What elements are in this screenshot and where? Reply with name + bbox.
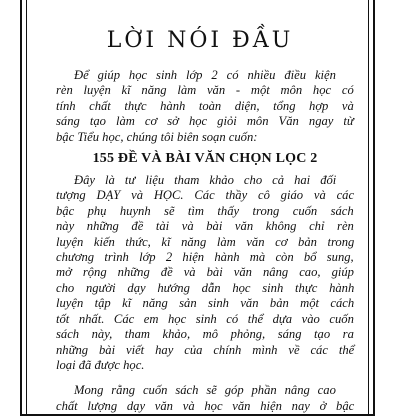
text-line: loại đã được học.	[56, 357, 145, 372]
text-line: rèn luyện kĩ năng làm văn - một môn học có	[56, 83, 354, 98]
text-line: sáng tạo làm cơ sở học giỏi môn Văn ngay từ	[56, 114, 354, 129]
text-line: Để giúp học sinh lớp 2 có nhiều điều kiện	[74, 68, 336, 82]
book-title: 155 ĐỀ VÀ BÀI VĂN CHỌN LỌC 2	[92, 151, 318, 167]
paragraph-gap	[56, 373, 354, 383]
text-line: những bài viết hay của chính mình về các thể	[56, 342, 355, 357]
text-line: tính chất thực hành toàn diện, tổng hợp và	[56, 98, 354, 113]
page-heading: LỜI NÓI ĐẦU	[106, 28, 294, 53]
paragraph-intro	[56, 68, 354, 145]
text-line: này những đề tài và bài văn không chỉ rèn	[56, 219, 354, 234]
text-line: luyện tập kĩ năng sản sinh văn bản một cách	[56, 296, 355, 311]
text-line: tốt nhất. Các em học sinh có thể dựa vào cuốn	[56, 311, 354, 326]
text-line: luyện kiến thức, kĩ năng làm văn cơ bản trong	[56, 234, 355, 249]
text-line: chất lượng dạy văn và học văn hiện nay ở bậc	[56, 398, 355, 413]
paragraph-closing	[56, 383, 354, 414]
text-line: cho người dạy hướng dẫn học sinh thực hành	[56, 280, 355, 295]
text-line: bậc phụ huynh sẽ tìm thấy trong cuốn sách	[56, 203, 354, 218]
text-line: chương trình lớp 2 hiện hành mà còn bổ sung,	[56, 250, 354, 265]
text-line: mở rộng những đề và bài văn nâng cao, giúp	[56, 265, 354, 280]
preface-body	[56, 68, 354, 414]
text-line: bậc Tiểu học, chúng tôi biên soạn cuốn:	[56, 129, 258, 144]
paragraph-purpose	[56, 173, 354, 373]
text-line: Đây là tư liệu tham khảo cho cả hai đối	[74, 173, 337, 188]
text-line: sách này, tham khảo, mô phỏng, sáng tạo ra	[56, 327, 354, 342]
text-line: tượng DẠY và HỌC. Các thầy cô giáo và các	[56, 188, 355, 203]
text-line: Mong rằng cuốn sách sẽ góp phần nâng cao	[74, 383, 336, 398]
